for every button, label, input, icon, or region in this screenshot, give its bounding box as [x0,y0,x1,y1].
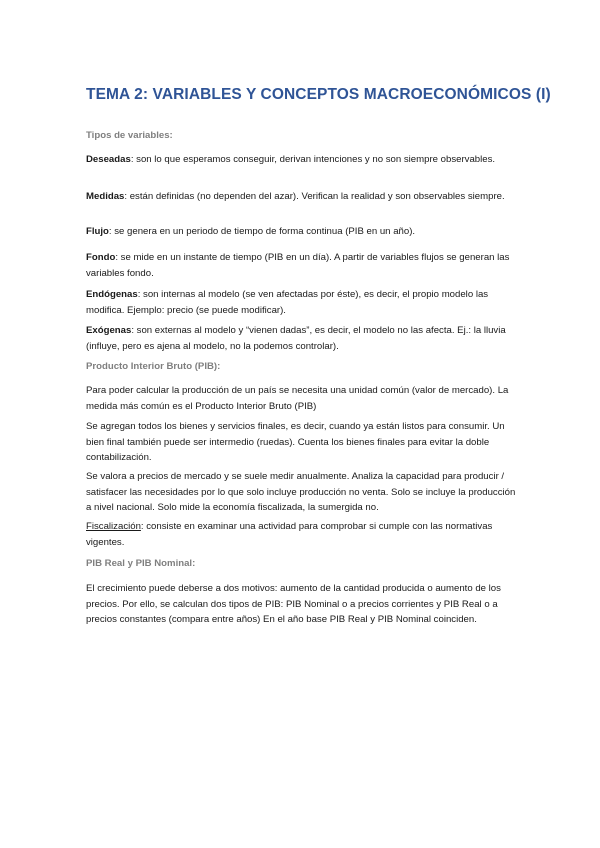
pib-paragraph-2: Se agregan todos los bienes y servicios finales, es decir, cuando ya están listos para consumir. Un bien final también puede ser intermedio (ruedas). Cuenta los bienes finales para evitar la doble contabilización. [86,421,505,463]
item-exogenas [86,323,516,354]
term-fondo: Fondo [86,252,116,263]
item-deseadas [86,152,516,168]
term-medidas: Medidas [86,191,125,202]
definition-flujo: : se genera en un periodo de tiempo de forma continua (PIB en un año). [108,226,416,237]
definition-fiscalizacion: : consiste en examinar una actividad para comprobar si cumple con las normativas vigentes. [86,521,493,548]
section-heading-pib: Producto Interior Bruto (PIB): [86,361,221,372]
term-endogenas: Endógenas [86,289,138,300]
section-heading-pib-real-nominal: PIB Real y PIB Nominal: [86,558,196,569]
item-fondo [86,250,516,281]
definition-deseadas: : son lo que esperamos conseguir, derivan intenciones y no son siempre observables. [130,154,496,165]
item-endogenas [86,287,516,318]
item-medidas [86,189,516,205]
term-fiscalizacion: Fiscalización [86,521,141,532]
term-deseadas: Deseadas [86,154,131,165]
definition-exogenas: : son externas al modelo y “vienen dadas”, es decir, el modelo no las afecta. Ej.: la lluvia (influye, pero es ajena al modelo, no la podemos controlar). [86,325,506,352]
term-flujo: Flujo [86,226,109,237]
item-flujo [86,224,516,240]
definition-medidas: : están definidas (no dependen del azar). Verifican la realidad y son observables siempre. [124,191,505,202]
definition-endogenas: : son internas al modelo (se ven afectadas por éste), es decir, el propio modelo las modifica. Ejemplo: precio (se puede modificar). [86,289,489,316]
pib-paragraph-3: Se valora a precios de mercado y se suele medir anualmente. Analiza la capacidad para producir / satisfacer las necesidades por lo que solo incluye producción no venta. Solo se incluye la producción a nivel nacional. Solo mide la economía fiscalizada, la sumergida no. [86,471,516,513]
term-exogenas: Exógenas [86,325,132,336]
pib-paragraph-1: Para poder calcular la producción de un país se necesita una unidad común (valor de mercado). La medida más común es el Producto Interior Bruto (PIB) [86,385,509,412]
section-heading-tipos: Tipos de variables: [86,130,173,141]
definition-fondo: : se mide en un instante de tiempo (PIB en un día). A partir de variables flujos se generan las variables fondo. [86,252,510,279]
pib-real-nominal-paragraph: El crecimiento puede deberse a dos motivos: aumento de la cantidad producida o aumento de los precios. Por ello, se calculan dos tipos de PIB: PIB Nominal o a precios corrientes y PIB Real o a precios constantes (compara entre años) En el año base PIB Real y PIB Nominal coinciden. [86,583,501,625]
item-fiscalizacion [86,519,516,550]
document-title: TEMA 2: VARIABLES Y CONCEPTOS MACROECONÓMICOS (I) [86,86,551,103]
